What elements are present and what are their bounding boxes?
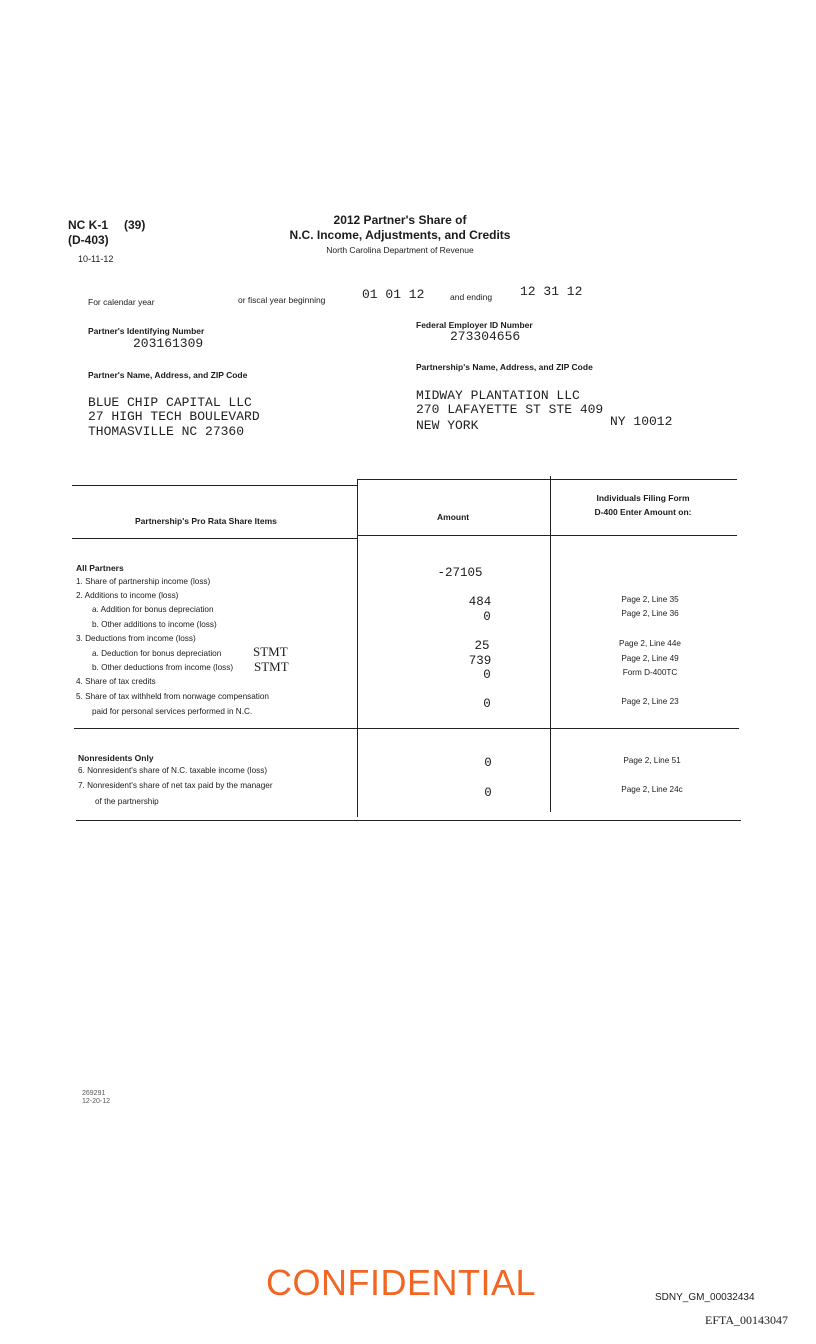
section-nonresidents: Nonresidents Only [78,753,154,763]
table-row-label: 3. Deductions from income (loss) [76,634,196,643]
table-top-rule-right [357,479,737,480]
table-row-label: 1. Share of partnership income (loss) [76,577,211,586]
bates-number-efta: EFTA_00143047 [705,1313,789,1327]
partnership-address1: 270 LAFAYETTE ST STE 409 [416,402,604,417]
table-top-rule [72,485,357,486]
reference-value: Page 2, Line 51 [623,756,681,765]
section-all-partners: All Partners [76,563,124,573]
amount-value: 0 [483,697,491,711]
amount-value: 739 [468,654,492,668]
fein-value: 273304656 [450,329,521,344]
fiscal-year-label: or fiscal year beginning [238,295,326,305]
table-col-divider-1 [357,479,358,817]
partnership-name-label: Partnership's Name, Address, and ZIP Code [416,362,593,372]
confidential-stamp: CONFIDENTIAL [266,1262,537,1303]
table-row-label: b. Other additions to income (loss) [92,620,217,629]
form-title: 2012 Partner's Share of [333,213,467,227]
table-bottom-rule [76,820,741,821]
table-row-label: 6. Nonresident's share of N.C. taxable income (loss) [78,766,268,775]
stmt-marker: STMT [254,659,289,674]
form-title-line2: N.C. Income, Adjustments, and Credits [289,228,511,242]
table-row-label: a. Deduction for bonus depreciation [92,649,222,658]
col-amount-header: Amount [437,512,470,522]
table-col-divider-2 [550,476,551,812]
partnership-city: NEW YORK [416,418,479,433]
amount-value: 0 [484,786,492,800]
reference-value: Page 2, Line 44e [619,639,681,648]
table-row-label: 4. Share of tax credits [76,677,156,686]
partnership-name: MIDWAY PLANTATION LLC [416,388,580,403]
partner-name-label: Partner's Name, Address, and ZIP Code [88,370,248,380]
calendar-year-label: For calendar year [88,297,155,307]
ending-label: and ending [450,292,493,302]
stmt-marker: STMT [253,644,288,659]
fein-label: Federal Employer ID Number [416,320,533,330]
reference-value: Page 2, Line 24c [621,785,683,794]
form-subtitle: (D-403) [68,233,109,247]
agency-name: North Carolina Department of Revenue [326,245,474,255]
table-row-label: 2. Additions to income (loss) [76,591,179,600]
table-row-label: 5. Share of tax withheld from nonwage compensation [76,692,269,701]
table-row-label: paid for personal services performed in N.C. [92,707,253,716]
reference-value: Page 2, Line 23 [621,697,679,706]
form-id: NC K-1 [68,218,109,232]
reference-value: Page 2, Line 35 [621,595,679,604]
footer-code-line2: 12-20-12 [82,1098,111,1105]
form-revision-date: 10-11-12 [78,254,114,264]
table-row-label: a. Addition for bonus depreciation [92,605,214,614]
partner-name: BLUE CHIP CAPITAL LLC [88,395,252,410]
col-reference-header-line2: D-400 Enter Amount on: [594,507,692,517]
table-row-label: b. Other deductions from income (loss) [92,663,234,672]
partner-id-label: Partner's Identifying Number [88,326,205,336]
amount-value: 484 [468,595,492,609]
amount-value: 0 [483,610,491,624]
col-items-header: Partnership's Pro Rata Share Items [135,516,277,526]
form-code: (39) [124,218,146,232]
partner-address1: 27 HIGH TECH BOULEVARD [88,409,260,424]
table-header-rule-right [357,535,737,536]
partner-address2: THOMASVILLE NC 27360 [88,424,245,439]
amount-value: 0 [484,756,492,770]
fiscal-end-date: 12 31 12 [520,284,583,299]
reference-value: Page 2, Line 49 [621,654,679,663]
fiscal-begin-date: 01 01 12 [362,287,425,302]
col-reference-header: Individuals Filing Form [596,493,690,503]
reference-value: Page 2, Line 36 [621,609,679,618]
footer-code-line1: 269291 [82,1090,106,1097]
table-header-rule-left [72,538,357,539]
partner-id-value: 203161309 [133,336,204,351]
amount-value: 0 [483,668,491,682]
partnership-state-zip: NY 10012 [610,414,673,429]
table-row-label: 7. Nonresident's share of net tax paid by the manager [78,781,273,790]
table-row-label: of the partnership [95,797,159,806]
footer-code [82,1090,110,1106]
section-divider-rule [74,728,739,729]
amount-value: -27105 [437,566,483,580]
reference-value: Form D-400TC [622,668,678,677]
bates-number-sdny: SDNY_GM_00032434 [655,1292,755,1303]
amount-value: 25 [474,639,490,653]
